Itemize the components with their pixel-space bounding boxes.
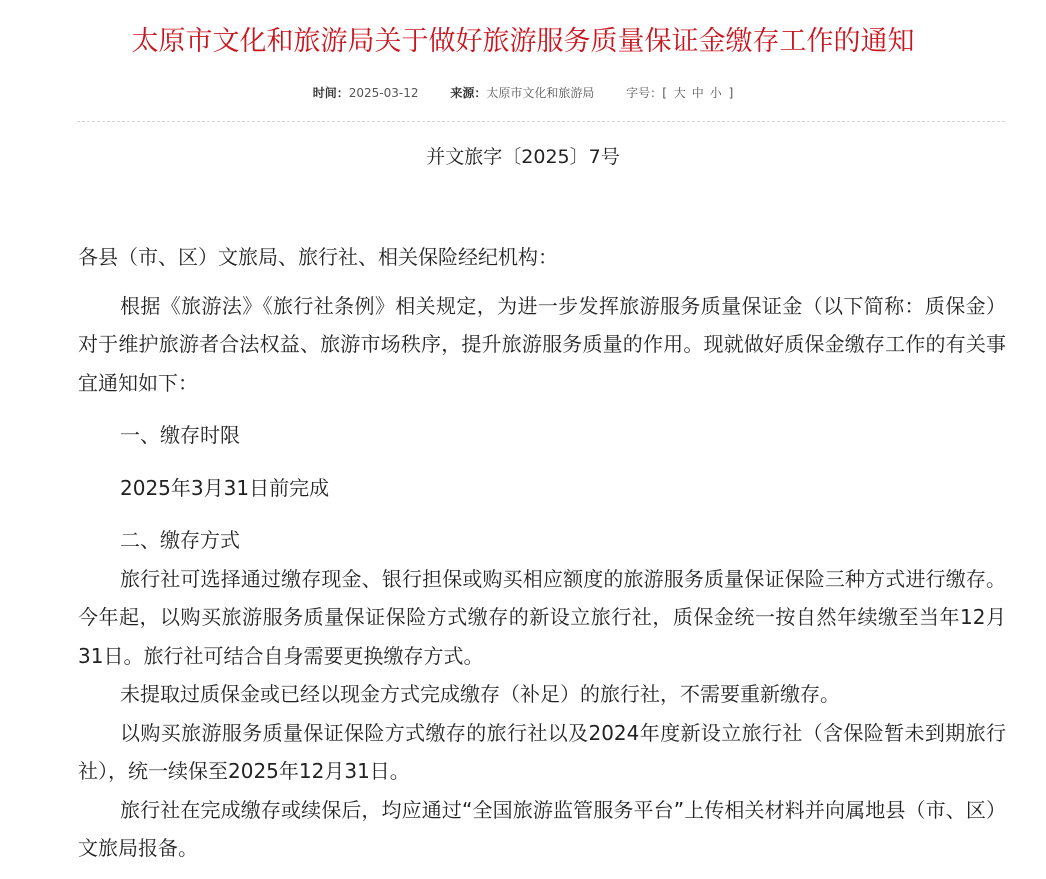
font-size-small-button[interactable]: 小 [709,86,722,100]
bracket-close: ] [728,86,734,100]
source-value: 太原市文化和旅游局 [486,86,595,100]
time-label: 时间： [312,86,349,100]
section2-paragraph-2: 未提取过质保金或已经以现金方式完成缴存（补足）的旅行社，不需要重新缴存。 [120,682,840,706]
intro-paragraph: 根据《旅游法》《旅行社条例》相关规定，为进一步发挥旅游服务质量保证金（以下简称：质保金）对于维护旅游者合法权益、旅游市场秩序，提升旅游服务质量的作用。现就做好质保金缴存工作的有关事宜通知如下： [78,293,1006,395]
article-title: 太原市文化和旅游局关于做好旅游服务质量保证金缴存工作的通知 [131,26,915,57]
publish-time [313,86,419,100]
section1-heading: 一、缴存时限 [120,423,240,447]
section2-paragraph-4: 旅行社在完成缴存或续保后，均应通过“全国旅游监管服务平台”上传相关材料并向属地县（市、区）文旅局报备。 [78,797,1006,860]
source-label: 来源： [450,86,487,100]
article-meta [0,84,1046,102]
salutation: 各县（市、区）文旅局、旅行社、相关保险经纪机构： [78,245,558,269]
article-body [78,238,1006,868]
font-size-control [626,86,733,100]
header-divider [77,121,1005,122]
time-value: 2025-03-12 [348,86,419,100]
section1-body: 2025年3月31日前完成 [120,475,330,500]
section2-heading: 二、缴存方式 [120,528,240,552]
document-number: 并文旅字〔2025〕7号 [426,146,620,168]
fontsize-label: 字号： [626,86,663,100]
section2-paragraph-3: 以购买旅游服务质量保证保险方式缴存的旅行社以及2024年度新设立旅行社（含保险暂未到期旅行社），统一续保至2025年12月31日。 [78,720,1006,783]
bracket-open: [ [662,86,667,100]
article-source [450,86,594,100]
section2-paragraph-1: 旅行社可选择通过缴存现金、银行担保或购买相应额度的旅游服务质量保证保险三种方式进行缴存。今年起，以购买旅游服务质量保证保险方式缴存的新设立旅行社，质保金统一按自然年续缴至当年12月31日。旅行社可结合自身需要更换缴存方式。 [78,566,1006,668]
font-size-medium-button[interactable]: 中 [691,86,704,100]
font-size-large-button[interactable]: 大 [673,86,686,100]
